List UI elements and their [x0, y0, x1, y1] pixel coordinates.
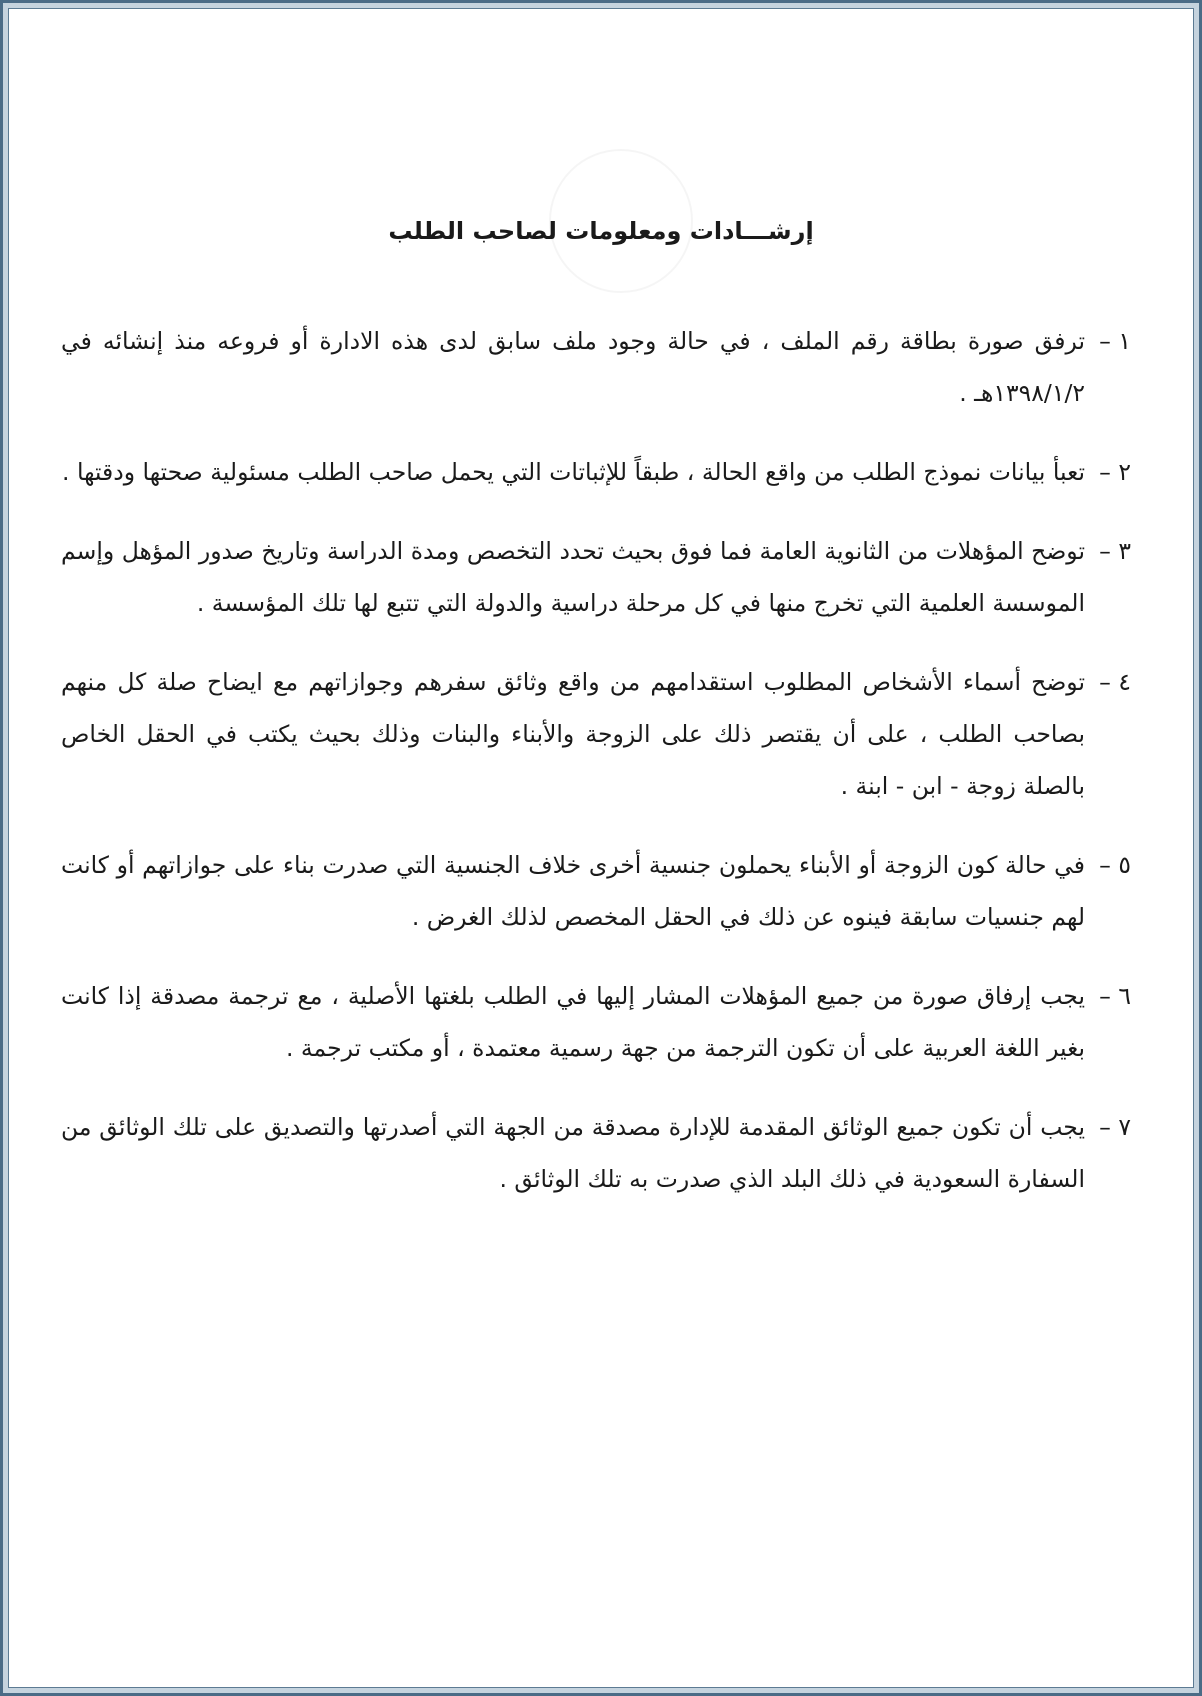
instruction-item-6	[61, 970, 1131, 1074]
instruction-text: تعبأ بيانات نموذج الطلب من واقع الحالة ، طبقاً للإثباتات التي يحمل صاحب الطلب مسئولية صحتها ودقتها .	[62, 458, 1085, 486]
instruction-text: توضح المؤهلات من الثانوية العامة فما فوق بحيث تحدد التخصص ومدة الدراسة وتاريخ صدور المؤهل وإسم الموسسة العلمية التي تخرج منها في كل مرحلة دراسية والدولة التي تتبع لها تلك المؤسسة .	[61, 537, 1085, 617]
instruction-number: ٢ –	[1099, 458, 1131, 486]
document-page	[9, 9, 1193, 1687]
document-inner-frame	[8, 8, 1194, 1688]
instruction-number: ٥ –	[1099, 851, 1131, 879]
instruction-item-1	[61, 315, 1131, 419]
instruction-text: يجب أن تكون جميع الوثائق المقدمة للإدارة مصدقة من الجهة التي أصدرتها والتصديق على تلك الوثائق من السفارة السعودية في ذلك البلد الذي صدرت به تلك الوثائق .	[61, 1113, 1085, 1193]
instruction-item-2	[61, 446, 1131, 498]
instruction-number: ٦ –	[1099, 982, 1131, 1010]
instruction-item-3	[61, 525, 1131, 629]
page-title: إرشـــادات ومعلومات لصاحب الطلب	[388, 217, 814, 245]
instructions-list	[61, 315, 1131, 1205]
instruction-number: ٣ –	[1099, 537, 1131, 565]
instruction-number: ٧ –	[1099, 1113, 1131, 1141]
instruction-item-4	[61, 656, 1131, 812]
instruction-text: ترفق صورة بطاقة رقم الملف ، في حالة وجود ملف سابق لدى هذه الادارة أو فروعه منذ إنشائه في ١٣٩٨/١/٢هـ .	[61, 327, 1085, 407]
instruction-number: ١ –	[1099, 327, 1131, 355]
instruction-text: يجب إرفاق صورة من جميع المؤهلات المشار إليها في الطلب بلغتها الأصلية ، مع ترجمة مصدقة إذا كانت بغير اللغة العربية على أن تكون الترجمة من جهة رسمية معتمدة ، أو مكتب ترجمة .	[61, 982, 1085, 1062]
instruction-item-5	[61, 839, 1131, 943]
instruction-number: ٤ –	[1099, 668, 1131, 696]
instruction-item-7	[61, 1101, 1131, 1205]
instruction-text: في حالة كون الزوجة أو الأبناء يحملون جنسية أخرى خلاف الجنسية التي صدرت بناء على جوازاتهم أو كانت لهم جنسيات سابقة فينوه عن ذلك في الحقل المخصص لذلك الغرض .	[61, 851, 1085, 931]
instruction-text: توضح أسماء الأشخاص المطلوب استقدامهم من واقع وثائق سفرهم وجوازاتهم مع ايضاح صلة كل منهم بصاحب الطلب ، على أن يقتصر ذلك على الزوجة والأبناء والبنات وذلك بحيث يكتب في الحقل الخاص بالصلة زوجة - ابن - ابنة .	[61, 668, 1085, 800]
